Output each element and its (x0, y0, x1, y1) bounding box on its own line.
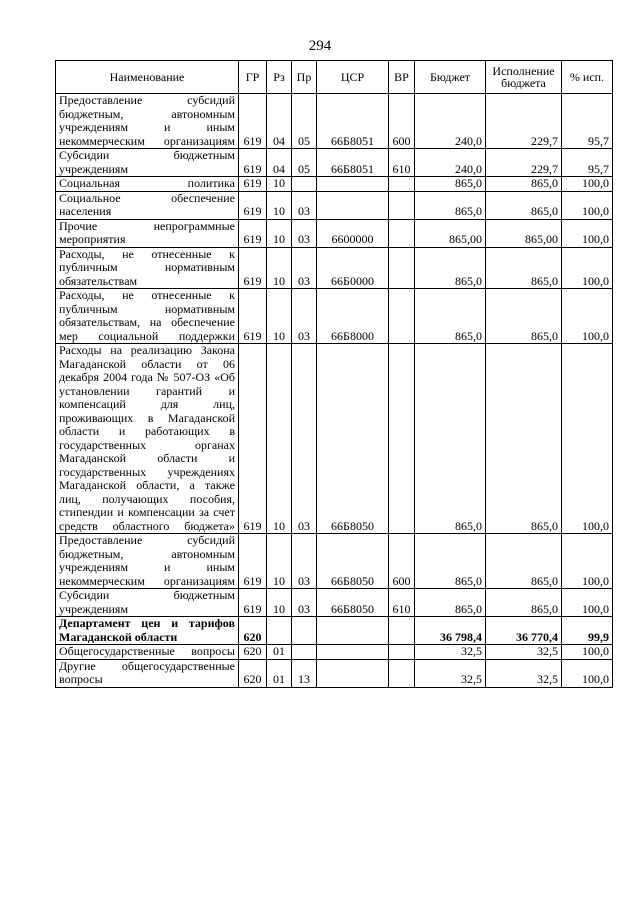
cell-budget: 865,0 (415, 289, 486, 344)
cell-name: Расходы на реализацию Закона Магаданской области от 06 декабря 2004 года № 507-ОЗ «Об установлении гарантий и компенсаций для лиц, проживающих в Магаданской области и работающих в государственных органах Магаданской области и государственных учреждениях Магаданской области, а также лиц, получающих пособия, стипендии и компенсации за счет средств областного бюджета» (56, 344, 239, 534)
cell-budget: 865,0 (415, 247, 486, 289)
cell-percent: 99,9 (562, 617, 613, 645)
cell-budget: 36 798,4 (415, 617, 486, 645)
cell-percent: 100,0 (562, 191, 613, 219)
cell-execution: 865,0 (486, 289, 562, 344)
cell-name: Прочие непрограммные мероприятия (56, 219, 239, 247)
cell-budget: 865,0 (415, 177, 486, 192)
table-row (56, 659, 613, 687)
header-vr: ВР (389, 61, 415, 94)
cell-pr: 03 (292, 534, 317, 589)
table-row (56, 247, 613, 289)
cell-name: Субсидии бюджетным учреждениям (56, 149, 239, 177)
cell-csr: 66Б0000 (317, 247, 389, 289)
cell-execution: 865,0 (486, 534, 562, 589)
cell-pr (292, 177, 317, 192)
cell-budget: 32,5 (415, 659, 486, 687)
cell-csr: 6600000 (317, 219, 389, 247)
cell-rz: 10 (267, 177, 292, 192)
header-budget: Бюджет (415, 61, 486, 94)
header-pr: Пр (292, 61, 317, 94)
header-execution: Исполнение бюджета (486, 61, 562, 94)
cell-pr: 13 (292, 659, 317, 687)
cell-gr: 619 (239, 219, 267, 247)
cell-csr (317, 645, 389, 660)
cell-csr: 66Б8051 (317, 94, 389, 149)
cell-name: Общегосударственные вопросы (56, 645, 239, 660)
cell-rz: 01 (267, 645, 292, 660)
cell-csr: 66Б8051 (317, 149, 389, 177)
header-csr: ЦСР (317, 61, 389, 94)
cell-vr (389, 289, 415, 344)
cell-csr: 66Б8050 (317, 534, 389, 589)
cell-gr: 619 (239, 247, 267, 289)
cell-gr: 619 (239, 94, 267, 149)
cell-percent: 100,0 (562, 289, 613, 344)
cell-pr (292, 645, 317, 660)
table-row (56, 94, 613, 149)
cell-vr (389, 177, 415, 192)
cell-percent: 100,0 (562, 589, 613, 617)
cell-budget: 32,5 (415, 645, 486, 660)
table-row (56, 289, 613, 344)
cell-vr: 600 (389, 94, 415, 149)
cell-percent: 95,7 (562, 94, 613, 149)
cell-rz: 04 (267, 94, 292, 149)
cell-name: Предоставление субсидий бюджетным, автономным учреждениям и иным некоммерческим организациям (56, 534, 239, 589)
cell-percent: 100,0 (562, 177, 613, 192)
cell-execution: 865,0 (486, 247, 562, 289)
cell-execution: 32,5 (486, 659, 562, 687)
header-percent: % исп. (562, 61, 613, 94)
cell-gr: 619 (239, 149, 267, 177)
cell-execution: 865,0 (486, 177, 562, 192)
cell-gr: 620 (239, 659, 267, 687)
cell-vr (389, 191, 415, 219)
budget-table (55, 60, 613, 688)
table-row (56, 177, 613, 192)
cell-rz: 10 (267, 191, 292, 219)
cell-budget: 865,0 (415, 534, 486, 589)
cell-execution: 865,0 (486, 344, 562, 534)
cell-vr (389, 247, 415, 289)
cell-rz: 10 (267, 289, 292, 344)
table-row (56, 191, 613, 219)
cell-pr: 03 (292, 344, 317, 534)
cell-name: Расходы, не отнесенные к публичным нормативным обязательствам, на обеспечение мер социальной поддержки (56, 289, 239, 344)
cell-csr: 66Б8050 (317, 344, 389, 534)
cell-budget: 240,0 (415, 149, 486, 177)
cell-gr: 619 (239, 191, 267, 219)
cell-csr (317, 191, 389, 219)
cell-csr: 66Б8000 (317, 289, 389, 344)
cell-pr: 03 (292, 247, 317, 289)
cell-percent: 100,0 (562, 659, 613, 687)
cell-gr: 619 (239, 534, 267, 589)
cell-execution: 229,7 (486, 149, 562, 177)
cell-csr (317, 659, 389, 687)
cell-gr: 620 (239, 645, 267, 660)
cell-rz: 10 (267, 589, 292, 617)
cell-rz: 01 (267, 659, 292, 687)
table-row (56, 219, 613, 247)
cell-vr (389, 219, 415, 247)
cell-gr: 620 (239, 617, 267, 645)
cell-gr: 619 (239, 589, 267, 617)
table-row (56, 149, 613, 177)
cell-name: Предоставление субсидий бюджетным, автономным учреждениям и иным некоммерческим организациям (56, 94, 239, 149)
cell-vr (389, 659, 415, 687)
cell-name: Социальная политика (56, 177, 239, 192)
cell-name: Департамент цен и тарифов Магаданской области (56, 617, 239, 645)
table-row (56, 344, 613, 534)
cell-vr: 610 (389, 149, 415, 177)
cell-execution: 229,7 (486, 94, 562, 149)
cell-execution: 865,0 (486, 589, 562, 617)
cell-pr: 05 (292, 94, 317, 149)
cell-pr: 03 (292, 219, 317, 247)
cell-percent: 100,0 (562, 534, 613, 589)
header-gr: ГР (239, 61, 267, 94)
cell-percent: 100,0 (562, 247, 613, 289)
cell-execution: 32,5 (486, 645, 562, 660)
cell-vr (389, 617, 415, 645)
cell-name: Расходы, не отнесенные к публичным нормативным обязательствам (56, 247, 239, 289)
cell-rz (267, 617, 292, 645)
cell-budget: 240,0 (415, 94, 486, 149)
cell-percent: 100,0 (562, 219, 613, 247)
table-row (56, 534, 613, 589)
cell-rz: 04 (267, 149, 292, 177)
cell-name: Субсидии бюджетным учреждениям (56, 589, 239, 617)
cell-budget: 865,0 (415, 589, 486, 617)
cell-rz: 10 (267, 247, 292, 289)
cell-execution: 36 770,4 (486, 617, 562, 645)
table-body (56, 94, 613, 688)
cell-execution: 865,0 (486, 191, 562, 219)
cell-percent: 95,7 (562, 149, 613, 177)
cell-rz: 10 (267, 219, 292, 247)
cell-csr (317, 177, 389, 192)
table-header-row (56, 61, 613, 94)
cell-gr: 619 (239, 289, 267, 344)
table-row (56, 617, 613, 645)
cell-vr: 610 (389, 589, 415, 617)
table-row (56, 589, 613, 617)
cell-pr (292, 617, 317, 645)
page-number: 294 (308, 38, 332, 54)
cell-vr (389, 645, 415, 660)
cell-name: Социальное обеспечение населения (56, 191, 239, 219)
cell-pr: 05 (292, 149, 317, 177)
cell-csr: 66Б8050 (317, 589, 389, 617)
cell-budget: 865,00 (415, 219, 486, 247)
header-name: Наименование (56, 61, 239, 94)
cell-rz: 10 (267, 344, 292, 534)
cell-percent: 100,0 (562, 344, 613, 534)
cell-pr: 03 (292, 589, 317, 617)
cell-execution: 865,00 (486, 219, 562, 247)
cell-vr: 600 (389, 534, 415, 589)
cell-name: Другие общегосударственные вопросы (56, 659, 239, 687)
cell-budget: 865,0 (415, 191, 486, 219)
cell-pr: 03 (292, 191, 317, 219)
header-rz: Рз (267, 61, 292, 94)
cell-percent: 100,0 (562, 645, 613, 660)
cell-pr: 03 (292, 289, 317, 344)
cell-budget: 865,0 (415, 344, 486, 534)
cell-csr (317, 617, 389, 645)
cell-gr: 619 (239, 177, 267, 192)
cell-vr (389, 344, 415, 534)
cell-gr: 619 (239, 344, 267, 534)
cell-rz: 10 (267, 534, 292, 589)
table-row (56, 645, 613, 660)
